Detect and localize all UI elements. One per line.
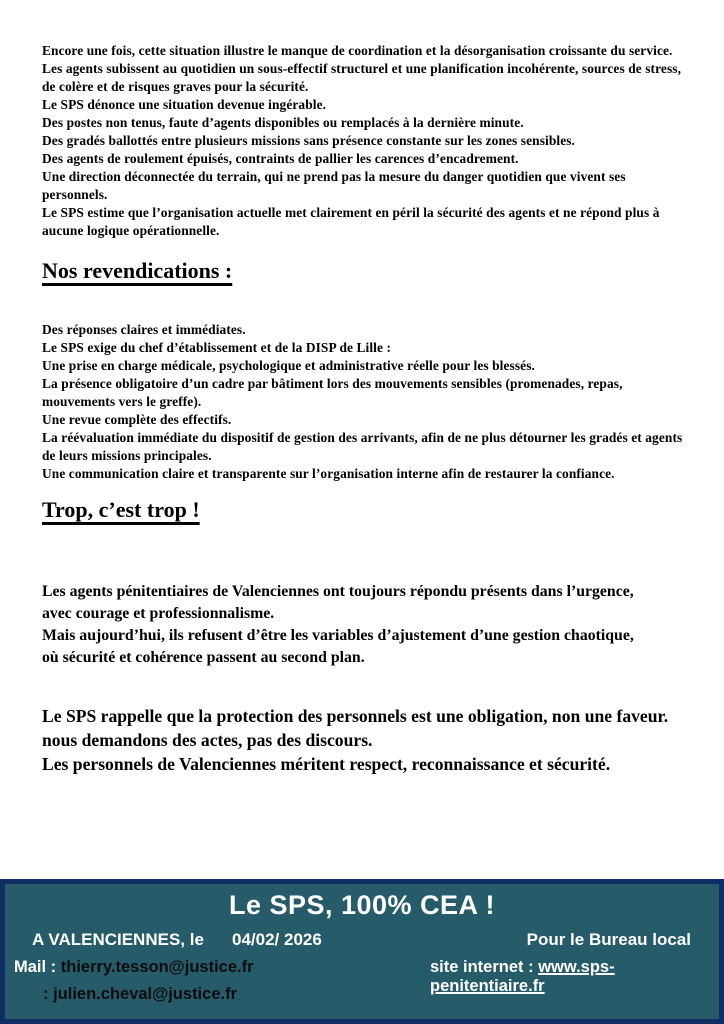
footer-slogan: Le SPS, 100% CEA ! [228,890,496,920]
intro-paragraph: Des gradés ballottés entre plusieurs missions sans présence constante sur les zones sensibles. [42,133,576,148]
demand-paragraph: Une communication claire et transparente sur l’organisation interne afin de restaurer la confiance. [42,466,615,481]
intro-paragraph: Le SPS estime que l’organisation actuelle met clairement en péril la sécurité des agents et ne répond plus à aucune logique opérationnelle. [42,205,660,238]
site-url-link[interactable]: www.sps-penitentiaire.fr [430,958,615,995]
footer-bureau-label: Pour le Bureau local [526,930,691,949]
intro-paragraph: Le SPS dénonce une situation devenue ingérable. [42,97,327,112]
intro-section [42,42,688,240]
conclusion-section [42,704,690,776]
intro-paragraph: Une direction déconnectée du terrain, qui ne prend pas la mesure du danger quotidien que vivent ses personnels. [42,169,626,202]
demand-paragraph: La réévaluation immédiate du dispositif de gestion des arrivants, afin de ne plus détourner les gradés et agents de leurs missions principales. [42,430,683,463]
appeal-section [42,581,642,669]
intro-paragraph: Des postes non tenus, faute d’agents disponibles ou remplacés à la dernière minute. [42,115,524,130]
appeal-paragraph: Les agents pénitentiaires de Valenciennes ont toujours répondu présents dans l’urgence, avec courage et professionnalisme. [42,583,634,622]
heading-revendications: Nos revendications : [42,258,233,283]
demand-paragraph: Le SPS exige du chef d’établissement et de la DISP de Lille : [42,340,392,355]
footer-mail-line-2 [43,985,237,1004]
footer-date: 04/02/ 2026 [232,930,322,949]
conclusion-paragraph: Le SPS rappelle que la protection des personnels est une obligation, non une faveur. nous demandons des actes, pas des discours. [42,706,669,750]
footer-mail-line-1 [14,958,254,977]
mail-address-secondary: julien.cheval@justice.fr [53,985,237,1003]
demand-paragraph: Une revue complète des effectifs. [42,412,232,427]
mail-secondary-prefix: : [43,985,49,1003]
conclusion-paragraph: Les personnels de Valenciennes méritent respect, reconnaissance et sécurité. [42,754,611,774]
mail-label: Mail : [14,958,57,976]
mail-address-primary: thierry.tesson@justice.fr [60,958,254,976]
demands-section [42,321,688,483]
footer-site-line [430,958,719,996]
footer-place-label: A VALENCIENNES, le [32,930,204,949]
demand-paragraph: Une prise en charge médicale, psychologique et administrative réelle pour les blessés. [42,358,535,373]
footer-banner [0,879,724,1024]
intro-paragraph: Des agents de roulement épuisés, contraints de pallier les carences d’encadrement. [42,151,519,166]
site-label: site internet : [430,958,534,976]
appeal-paragraph: Mais aujourd’hui, ils refusent d’être les variables d’ajustement d’une gestion chaotique, où sécurité et cohérence passent au second plan. [42,627,634,666]
demand-paragraph: La présence obligatoire d’un cadre par bâtiment lors des mouvements sensibles (promenades, repas, mouvements vers le greffe). [42,376,623,409]
demand-paragraph: Des réponses claires et immédiates. [42,322,246,337]
heading-trop-cest-trop: Trop, c’est trop ! [42,497,200,522]
intro-paragraph: Encore une fois, cette situation illustre le manque de coordination et la désorganisation croissante du service. Les agents subissent au quotidien un sous-effectif structurel et une planification incohérente, sources de stress, de colère et de risques graves pour la sécurité. [42,43,682,94]
